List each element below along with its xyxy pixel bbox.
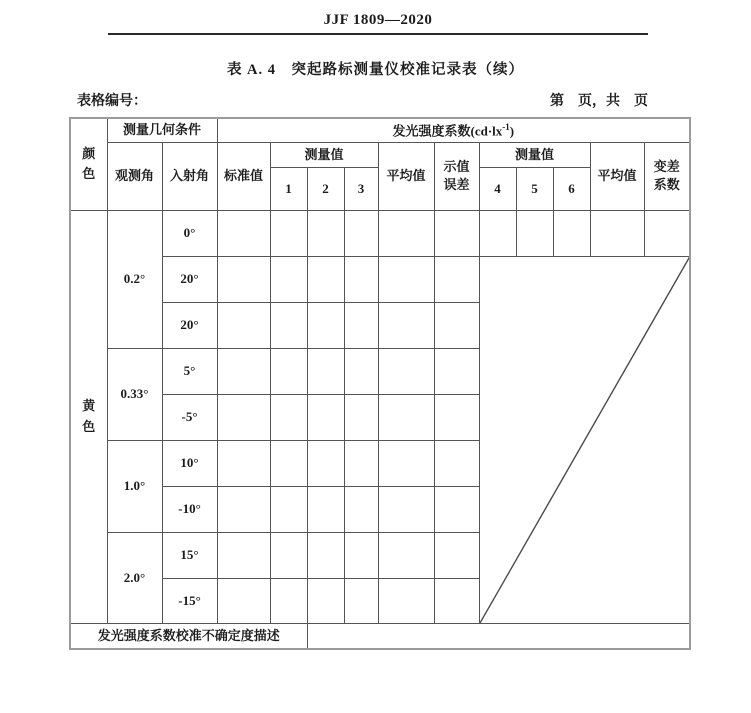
header-trial-4: 4 bbox=[479, 167, 516, 210]
empty-data-cell bbox=[307, 440, 344, 486]
empty-data-cell bbox=[307, 302, 344, 348]
empty-data-cell bbox=[344, 486, 378, 532]
table-title: 表 A. 4 突起路标测量仪校准记录表（续） bbox=[226, 62, 525, 78]
obs-angle-cell: 1.0° bbox=[107, 440, 162, 532]
header-luminous-coefficient: 发光强度系数$(cd\cdot lx^{-1})$ bbox=[217, 118, 690, 142]
empty-data-cell bbox=[217, 440, 270, 486]
empty-data-cell bbox=[217, 394, 270, 440]
header-average-1: 平均值 bbox=[378, 142, 434, 210]
empty-data-cell bbox=[217, 486, 270, 532]
diagonal-strike-line bbox=[480, 257, 690, 623]
empty-data-cell bbox=[644, 210, 690, 256]
header-trial-6: 6 bbox=[553, 167, 590, 210]
table-row bbox=[70, 623, 690, 649]
uncertainty-description-label: 发光强度系数校准不确定度描述 bbox=[70, 623, 307, 649]
empty-data-cell bbox=[270, 210, 307, 256]
empty-data-cell bbox=[344, 302, 378, 348]
empty-data-cell bbox=[344, 578, 378, 623]
empty-data-cell bbox=[344, 394, 378, 440]
header-trial-5: 5 bbox=[516, 167, 553, 210]
header-average-2: 平均值 bbox=[590, 142, 644, 210]
crossed-out-region bbox=[479, 256, 690, 623]
empty-data-cell bbox=[344, 440, 378, 486]
inc-angle-cell: -10° bbox=[162, 486, 217, 532]
empty-data-cell bbox=[270, 256, 307, 302]
header-standard-value: 标准值 bbox=[217, 142, 270, 210]
obs-angle-cell: 2.0° bbox=[107, 532, 162, 623]
empty-data-cell bbox=[434, 440, 479, 486]
header-color: 颜色 bbox=[70, 118, 107, 210]
empty-data-cell bbox=[217, 210, 270, 256]
empty-data-cell bbox=[434, 578, 479, 623]
header-indication-error: 示值误差 bbox=[434, 142, 479, 210]
empty-data-cell bbox=[270, 302, 307, 348]
inc-angle-cell: 0° bbox=[162, 210, 217, 256]
empty-data-cell bbox=[344, 210, 378, 256]
header-observation-angle: 观测角 bbox=[107, 142, 162, 210]
inc-angle-cell: -5° bbox=[162, 394, 217, 440]
empty-data-cell bbox=[434, 532, 479, 578]
empty-data-cell bbox=[270, 578, 307, 623]
header-trial-3: 3 bbox=[344, 167, 378, 210]
empty-data-cell bbox=[434, 348, 479, 394]
table-row bbox=[70, 210, 690, 256]
empty-data-cell bbox=[217, 578, 270, 623]
header-incidence-angle: 入射角 bbox=[162, 142, 217, 210]
page-count-label: 第 页，共 页 bbox=[550, 94, 648, 109]
empty-data-cell bbox=[378, 210, 434, 256]
empty-data-cell bbox=[434, 210, 479, 256]
empty-data-cell bbox=[378, 532, 434, 578]
empty-data-cell bbox=[553, 210, 590, 256]
empty-data-cell bbox=[434, 486, 479, 532]
empty-data-cell bbox=[516, 210, 553, 256]
empty-data-cell bbox=[378, 302, 434, 348]
empty-data-cell bbox=[217, 302, 270, 348]
empty-data-cell bbox=[270, 486, 307, 532]
empty-data-cell bbox=[378, 486, 434, 532]
inc-angle-cell: 5° bbox=[162, 348, 217, 394]
empty-data-cell bbox=[270, 440, 307, 486]
empty-data-cell bbox=[217, 256, 270, 302]
inc-angle-cell: 20° bbox=[162, 302, 217, 348]
empty-data-cell bbox=[307, 348, 344, 394]
table-row bbox=[70, 256, 690, 302]
empty-data-cell bbox=[307, 486, 344, 532]
empty-data-cell bbox=[270, 348, 307, 394]
empty-data-cell bbox=[378, 440, 434, 486]
uncertainty-description-cell bbox=[307, 623, 690, 649]
empty-data-cell bbox=[307, 394, 344, 440]
empty-data-cell bbox=[434, 302, 479, 348]
header-rule bbox=[108, 33, 648, 35]
empty-data-cell bbox=[378, 578, 434, 623]
header-geometry: 测量几何条件 bbox=[107, 118, 217, 142]
form-number-label: 表格编号： bbox=[77, 94, 147, 109]
empty-data-cell bbox=[307, 532, 344, 578]
empty-data-cell bbox=[344, 256, 378, 302]
header-variation-coefficient: 变差系数 bbox=[644, 142, 690, 210]
empty-data-cell bbox=[344, 348, 378, 394]
empty-data-cell bbox=[590, 210, 644, 256]
empty-data-cell bbox=[307, 578, 344, 623]
empty-data-cell bbox=[270, 532, 307, 578]
inc-angle-cell: -15° bbox=[162, 578, 217, 623]
header-trial-1: 1 bbox=[270, 167, 307, 210]
header-measured-values-1: 测量值 bbox=[270, 142, 378, 167]
empty-data-cell bbox=[378, 256, 434, 302]
inc-angle-cell: 10° bbox=[162, 440, 217, 486]
header-measured-values-2: 测量值 bbox=[479, 142, 590, 167]
color-value-cell: 黄色 bbox=[70, 210, 107, 623]
obs-angle-cell: 0.2° bbox=[107, 210, 162, 348]
doc-number: JJF 1809—2020 bbox=[323, 12, 433, 28]
inc-angle-cell: 15° bbox=[162, 532, 217, 578]
empty-data-cell bbox=[378, 348, 434, 394]
empty-data-cell bbox=[378, 394, 434, 440]
header-trial-2: 2 bbox=[307, 167, 344, 210]
calibration-record-table bbox=[69, 117, 691, 650]
empty-data-cell bbox=[270, 394, 307, 440]
empty-data-cell bbox=[217, 348, 270, 394]
empty-data-cell bbox=[217, 532, 270, 578]
empty-data-cell bbox=[307, 256, 344, 302]
inc-angle-cell: 20° bbox=[162, 256, 217, 302]
empty-data-cell bbox=[434, 394, 479, 440]
empty-data-cell bbox=[434, 256, 479, 302]
empty-data-cell bbox=[479, 210, 516, 256]
obs-angle-cell: 0.33° bbox=[107, 348, 162, 440]
empty-data-cell bbox=[344, 532, 378, 578]
empty-data-cell bbox=[307, 210, 344, 256]
